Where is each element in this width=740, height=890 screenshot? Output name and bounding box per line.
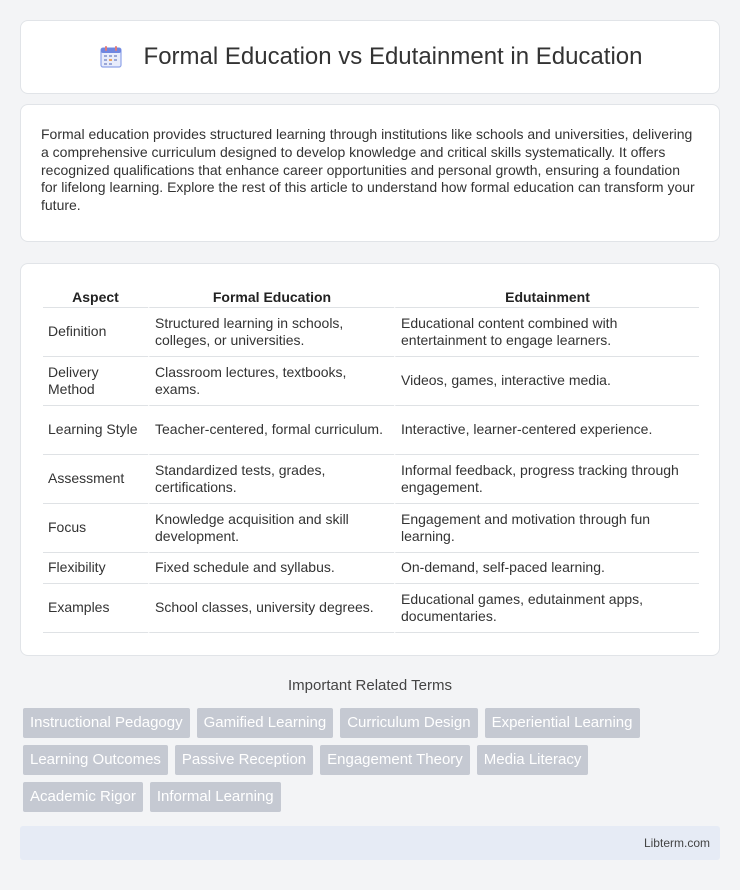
formal-cell: Fixed schedule and syllabus. [148, 553, 394, 584]
comparison-table [43, 286, 699, 633]
tag-informal-learning[interactable]: Informal Learning [150, 782, 281, 812]
tag-curriculum-design[interactable]: Curriculum Design [340, 708, 477, 738]
tag-experiential-learning[interactable]: Experiential Learning [485, 708, 640, 738]
edutainment-cell: Engagement and motivation through fun learning. [394, 504, 699, 553]
formal-cell: Knowledge acquisition and skill development. [148, 504, 394, 553]
formal-cell: Classroom lectures, textbooks, exams. [148, 357, 394, 406]
formal-cell: Teacher-centered, formal curriculum. [148, 406, 394, 455]
tag-learning-outcomes[interactable]: Learning Outcomes [23, 745, 168, 775]
aspect-cell: Delivery Method [43, 357, 148, 406]
table-row [43, 553, 699, 584]
aspect-cell: Definition [43, 308, 148, 357]
comparison-card [20, 263, 720, 656]
header-edutainment: Edutainment [394, 286, 699, 308]
table-row [43, 357, 699, 406]
table-row [43, 584, 699, 633]
edutainment-cell: Videos, games, interactive media. [394, 357, 699, 406]
aspect-cell: Flexibility [43, 553, 148, 584]
header-formal-education: Formal Education [148, 286, 394, 308]
formal-cell: School classes, university degrees. [148, 584, 394, 633]
edutainment-cell: On-demand, self-paced learning. [394, 553, 699, 584]
intro-paragraph: Formal education provides structured learning through institutions like schools and universities, delivering a comprehensive curriculum designed to develop knowledge and critical skills systematically. It offers recognized qualifications that enhance career opportunities and personal growth, ensuring a foundation for lifelong learning. Explore the rest of this article to understand how formal education can transform your future. [41, 126, 695, 214]
header-aspect: Aspect [43, 286, 148, 308]
tag-passive-reception[interactable]: Passive Reception [175, 745, 313, 775]
table-header-row [43, 286, 699, 308]
related-terms-list [23, 708, 723, 819]
footer-site-link[interactable]: Libterm.com [643, 836, 710, 850]
table-row [43, 504, 699, 553]
edutainment-cell: Interactive, learner-centered experience. [394, 406, 699, 455]
tag-engagement-theory[interactable]: Engagement Theory [320, 745, 470, 775]
edutainment-cell: Educational content combined with entertainment to engage learners. [394, 308, 699, 357]
related-terms-title: Important Related Terms [288, 677, 452, 694]
aspect-cell: Learning Style [43, 406, 148, 455]
tag-instructional-pedagogy[interactable]: Instructional Pedagogy [23, 708, 190, 738]
tag-row [23, 782, 723, 812]
calendar-icon [98, 44, 124, 70]
tag-academic-rigor[interactable]: Academic Rigor [23, 782, 143, 812]
page-title: Formal Education vs Edutainment in Education [143, 43, 643, 70]
intro-card [20, 104, 720, 242]
formal-cell: Standardized tests, grades, certifications. [148, 455, 394, 504]
footer-bar [20, 826, 720, 860]
edutainment-cell: Educational games, edutainment apps, documentaries. [394, 584, 699, 633]
table-row [43, 308, 699, 357]
title-card [20, 20, 720, 94]
formal-cell: Structured learning in schools, colleges, or universities. [148, 308, 394, 357]
edutainment-cell: Informal feedback, progress tracking through engagement. [394, 455, 699, 504]
tag-gamified-learning[interactable]: Gamified Learning [197, 708, 334, 738]
tag-row [23, 708, 723, 738]
tag-media-literacy[interactable]: Media Literacy [477, 745, 589, 775]
table-row [43, 406, 699, 455]
aspect-cell: Assessment [43, 455, 148, 504]
tag-row [23, 745, 723, 775]
aspect-cell: Examples [43, 584, 148, 633]
table-row [43, 455, 699, 504]
aspect-cell: Focus [43, 504, 148, 553]
